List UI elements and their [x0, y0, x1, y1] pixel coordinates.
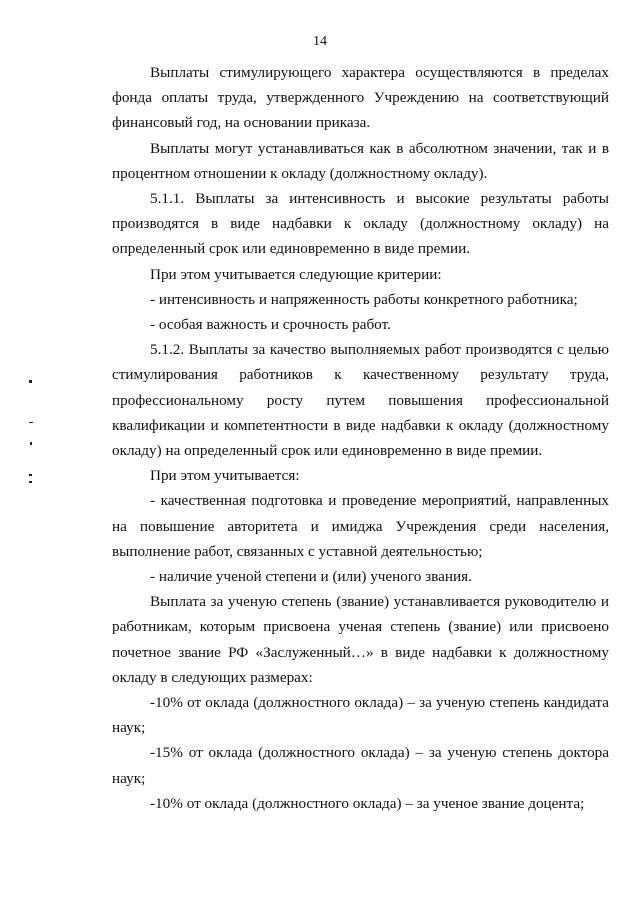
scan-mark	[29, 422, 33, 423]
scan-mark	[29, 474, 32, 476]
list-item: - интенсивность и напряженность работы конкретного работника;	[150, 290, 578, 308]
scan-mark	[29, 481, 32, 483]
scan-mark	[30, 442, 32, 445]
scan-mark	[29, 380, 32, 383]
paragraph: Выплата за ученую степень (звание) устанавливается руководителю и работникам, которым присвоена ученая степень (звание) или присвоено почетное звание РФ «Заслуженный…» в виде надбавки к должностному окладу в следующих размерах:	[112, 593, 609, 686]
list-item: - особая важность и срочность работ.	[150, 316, 391, 334]
page-number: 14	[313, 34, 327, 49]
list-item: -10% от оклада (должностного оклада) – за ученую степень кандидата наук;	[112, 694, 609, 737]
document-body	[112, 60, 609, 816]
paragraph: 5.1.2. Выплаты за качество выполняемых работ производятся с целью стимулирования работников к качественному результату труда, профессиональному росту путем повышения профессиональной квалификации и компетентности в виде надбавки к окладу (должностному окладу) на определенный срок или единовременно в виде премии.	[112, 341, 609, 460]
paragraph: Выплаты стимулирующего характера осуществляются в пределах фонда оплаты труда, утвержденного Учреждению на соответствующий финансовый год, на основании приказа.	[112, 64, 609, 132]
paragraph: При этом учитывается следующие критерии:	[150, 265, 442, 283]
list-item: - качественная подготовка и проведение мероприятий, направленных на повышение авторитета и имиджа Учреждения среди населения, выполнение работ, связанных с уставной деятельностью;	[112, 492, 609, 560]
list-item: -10% от оклада (должностного оклада) – за ученое звание доцента;	[150, 794, 585, 812]
list-item: -15% от оклада (должностного оклада) – за ученую степень доктора наук;	[112, 744, 609, 787]
paragraph: При этом учитывается:	[150, 467, 300, 485]
paragraph: Выплаты могут устанавливаться как в абсолютном значении, так и в процентном отношении к окладу (должностному окладу).	[112, 139, 609, 182]
list-item: - наличие ученой степени и (или) ученого звания.	[150, 568, 472, 586]
paragraph: 5.1.1. Выплаты за интенсивность и высокие результаты работы производятся в виде надбавки к окладу (должностному окладу) на определенный срок или единовременно в виде премии.	[112, 190, 609, 258]
